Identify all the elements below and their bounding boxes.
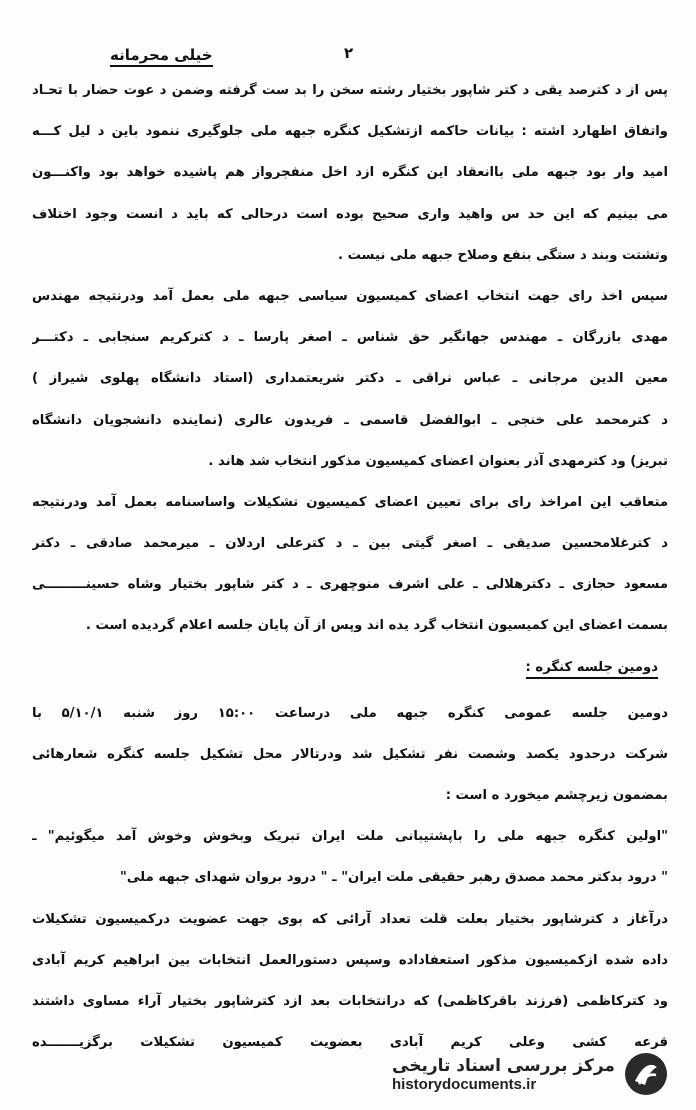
text-line: می بینیم که این حد س واهید واری صحیح بوده است درحالی که باید د انست وجود اختلاف <box>32 206 668 222</box>
text-line: داده شده ازکمیسیون مذکور استعفاداده وسپس دستورالعمل انتخابات بین ابراهیم کریم آبادی <box>32 952 668 968</box>
text-line: د کترغلامحسین صدیقی ـ اصغر گیتی بین ـ د کترعلی اردلان ـ میرمحمد صادقی ـ دکتر <box>32 536 668 552</box>
paragraph-5 <box>32 826 668 908</box>
text-line: مهدی بازرگان ـ مهندس جهانگیر حق شناس ـ اصغر پارسا ـ د کترکریم سنجابی ـ دکتـــر <box>32 330 668 346</box>
text-line: واتفاق اظهارد اشته : بیانات حاکمه ازتشکیل کنگره جبهه ملی جلوگیری ننمود باین د لیل کـــه <box>32 124 668 140</box>
text-line: دومین جلسه عمومی کنگره جبهه ملی درساعت ۱۵:۰۰ روز شنبه ۵/۱۰/۱ با <box>32 705 668 721</box>
watermark-title: مرکز بررسی اسناد تاریخی <box>392 1055 615 1076</box>
archive-logo-icon <box>623 1051 669 1097</box>
paragraph-1 <box>32 80 668 286</box>
text-line: متعاقب این امراخذ رای برای تعیین اعضای کمیسیون تشکیلات واساسنامه بعمل آمد ودرنتیجه <box>32 494 668 510</box>
text-line: پس از د کترصد یقی د کتر شاپور بختیار رشته سخن را بد ست گرفته وضمن د عوت حضار با تحـاد <box>32 83 668 98</box>
text-line: "اولین کنگره جبهه ملی را باپشتیبانی ملت ایران تبریک وبخوش وخوش آمد میگوئیم" ـ <box>32 829 668 845</box>
watermark-url: historydocuments.ir <box>392 1075 537 1093</box>
document-body <box>32 80 668 1073</box>
text-line: درآغاز د کترشاپور بختیار بعلت قلت تعداد آرائی که بوی جهت عضویت درکمیسیون تشکیلات <box>32 911 668 927</box>
page-header <box>0 40 696 70</box>
text-line: قرعه کشی وعلی کریم آبادی بعضویت کمیسیون تشکیلات برگزیـــــــده <box>32 1035 668 1051</box>
section-heading-text: دومین جلسه کنگره : <box>526 660 658 679</box>
text-line: وتشتت وبند د ستگی بنفع وصلاح جبهه ملی نیست . <box>337 247 668 263</box>
watermark-text <box>392 1056 615 1093</box>
text-line: امید وار بود جبهه ملی باانعقاد این کنگره ازد اخل منفجرواز هم پاشیده خواهد بود واکنـــون <box>32 165 668 181</box>
text-line: ود کترکاظمی (فرزند باقرکاظمی) که درانتخابات بعد ازد کترشاپور بختیار آراء مساوی داشتند <box>32 993 668 1009</box>
page-number: ۲ <box>344 44 354 62</box>
classification-label: خیلی محرمانه <box>110 46 213 67</box>
section-heading <box>32 657 668 703</box>
watermark-logo <box>392 1044 682 1104</box>
text-line: بسمت اعضای این کمیسیون انتخاب گرد یده اند وپس از آن پایان جلسه اعلام گردیده است . <box>85 618 668 634</box>
paragraph-2 <box>32 286 668 492</box>
text-line: شرکت درحدود یکصد وشصت نفر تشکیل شد ودرتالار محل تشکیل جلسه کنگره شعارهائی <box>32 746 668 762</box>
text-line: سپس اخذ رای جهت انتخاب اعضای کمیسیون سیاسی جبهه ملی بعمل آمد ودرنتیجه مهندس <box>32 288 668 304</box>
text-line: " درود بدکتر محمد مصدق رهبر حقیقی ملت ایران" ـ " درود بروان شهدای جبهه ملی" <box>119 870 668 886</box>
text-line: مسعود حجازی ـ دکترهلالی ـ علی اشرف منوچهری ـ د کتر شاپور بختیار وشاه حسینـــــــــی <box>32 577 668 593</box>
text-line: تبریز) ود کترمهدی آذر بعنوان اعضای کمیسیون مذکور انتخاب شد هاند . <box>208 453 668 469</box>
text-line: معین الدین مرجانی ـ عباس نراقی ـ دکتر شریعتمداری (استاد دانشگاه پهلوی شیراز ) <box>32 371 668 387</box>
paragraph-4 <box>32 703 668 827</box>
text-line: بمضمون زیرچشم میخورد ه است : <box>445 788 668 803</box>
text-line: د کترمحمد علی خنجی ـ ابوالفضل قاسمی ـ فریدون عالری (نماینده دانشجویان دانشگاه <box>32 412 668 428</box>
paragraph-3 <box>32 492 668 657</box>
